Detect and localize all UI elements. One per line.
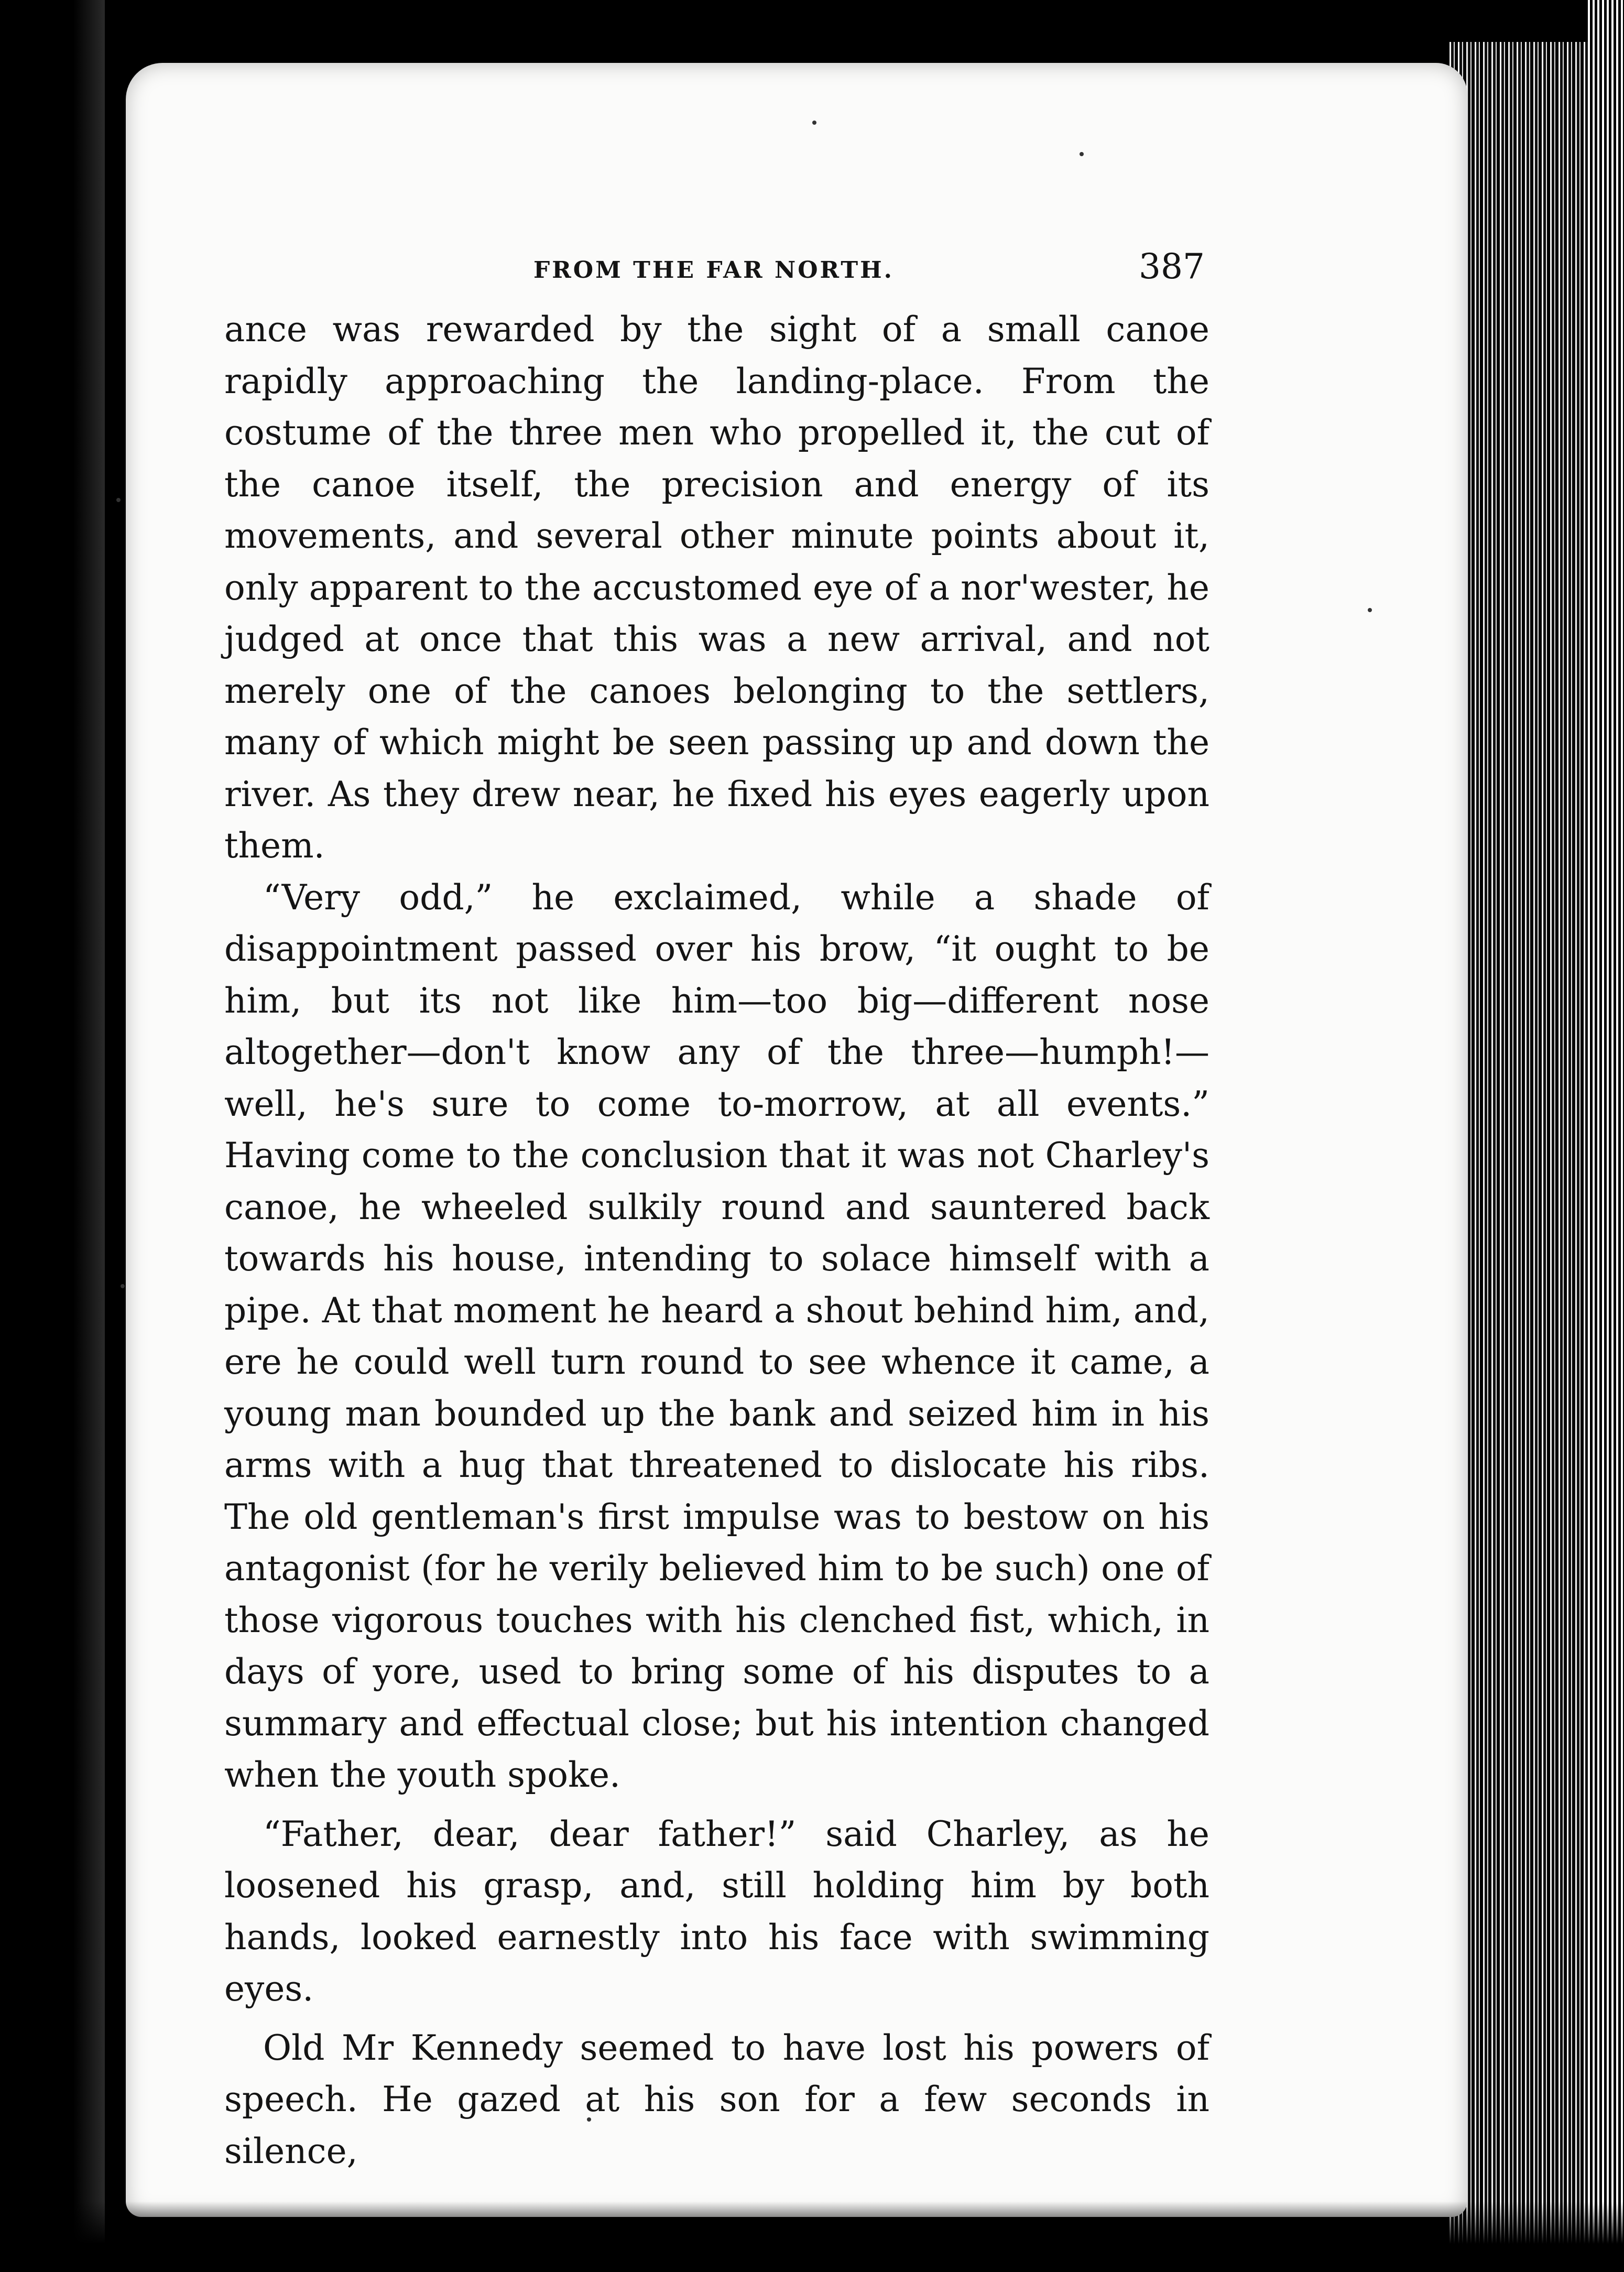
print-speck [1080,152,1084,156]
paragraph-continuation: ance was rewarded by the sight of a small canoe rapidly approaching the landing-place. From the costume of the three men who propelled it, the cut of the canoe itself, the precision and energy of its movements, and several other minute points about it, only apparent to the accustomed eye of a nor'wester, he judged at once that this was a new arrival, and not merely one of the canoes belonging to the settlers, many of which might be seen passing up and down the river. As they drew near, he fixed his eyes eagerly upon them. [224,309,1209,866]
print-speck [116,498,121,502]
running-title: FROM THE FAR NORTH. [533,257,894,284]
print-speck [812,121,816,125]
scan-bottom-shadow [0,2201,1624,2272]
print-speck [121,1284,125,1288]
paragraph-very-odd: “Very odd,” he exclaimed, while a shade of disappointment passed over his brow, “it ought to be him, but its not like him—too big—different nose altogether—don't know any of the three—humph!—well, he's sure to come to-morrow, at all events.” Having come to the conclusion that it was not Charley's canoe, he wheeled sulkily round and sauntered back towards his house, intending to solace himself with a pipe. At that moment he heard a shout behind him, and, ere he could well turn round to see whence it came, a young man bounded up the bank and seized him in his arms with a hug that threatened to dislocate his ribs. The old gentleman's first impulse was to bestow on his antagonist (for he verily believed him to be such) one of those vigorous touches with his clenched fist, which, in days of yore, used to bring some of his disputes to a summary and effectual close; but his intention changed when the youth spoke. [224,877,1209,1795]
paragraph-father-dear: “Father, dear, dear father!” said Charley, as he loosened his grasp, and, still holding him by both hands, looked earnestly into his face with swimming eyes. [224,1813,1209,2009]
page-content [224,246,1209,2177]
print-speck [1368,608,1372,612]
paragraph-old-mr-kennedy: Old Mr Kennedy seemed to have lost his powers of speech. He gazed at his son for a few seconds in silence, [224,2027,1209,2171]
running-header [224,246,1209,304]
page-number: 387 [1139,246,1205,287]
book-fore-edge-outer [1588,0,1624,2272]
scan-left-margin [0,0,105,2272]
